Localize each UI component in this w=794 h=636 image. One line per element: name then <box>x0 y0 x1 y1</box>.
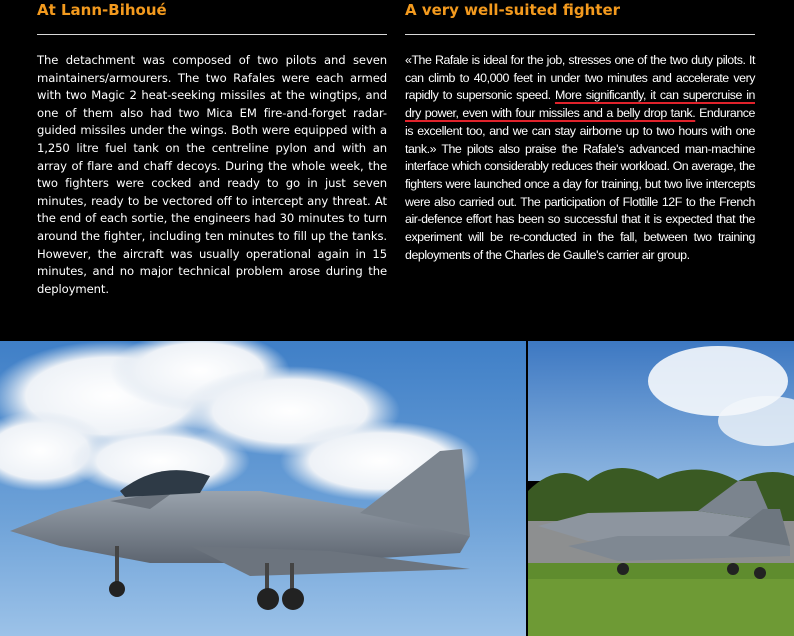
rafale-takeoff-photo <box>0 341 526 636</box>
right-body-text <box>405 52 755 264</box>
section-heading-lann-bihoue: At Lann-Bihoué <box>37 1 167 19</box>
right-column <box>405 0 755 264</box>
heading-rule <box>37 34 387 35</box>
quote-part-2: Endurance is excellent too, and we can stay airborne up to two hours with one tank.» The pilots also praise the Rafale's advanced man-machine interface which considerably reduces their workload. On average, the fighters were launched once a day for training, but two live intercepts were also carried out. The participation of Flottille 12F to the French air-defence effort has been so successful that it is expected that the experiment will be re-conducted in the fall, between two training deployments of the Charles de Gaulle's carrier air group. <box>405 106 755 262</box>
left-column <box>37 0 387 298</box>
left-body-text: The detachment was composed of two pilots and seven maintainers/armourers. The two Rafales were each armed with two Magic 2 heat-seeking missiles at the wingtips, and one of them also had two Mica EM fire-and-forget radar-guided missiles under the wings. Both were equipped with a 1,250 litre fuel tank on the centreline pylon and with an array of flare and chaff decoys. During the whole week, the two fighters were cocked and ready to go in just seven minutes, ready to be vectored off to intercept any threat. At the end of each sortie, the engineers had 30 minutes to turn around the fighter, including ten minutes to fill up the tanks. However, the aircraft was usually operational again in 15 minutes, and no major technical problem arose during the deployment. <box>37 53 387 296</box>
rafales-runway-photo <box>528 341 794 636</box>
rafales-runway-image <box>528 341 794 636</box>
quote-part-1: «The Rafale is ideal for the job, stresses one of the two duty pilots. It can climb to 40,000 feet in under two minutes and accelerate very rapidly to supersonic speed. <box>405 53 755 103</box>
section-heading-well-suited-fighter: A very well-suited fighter <box>405 1 621 19</box>
heading-rule <box>405 34 755 35</box>
highlighted-quote: More significantly, it can supercruise in dry power, even with four missiles and a belly drop tank. <box>405 88 755 121</box>
rafale-takeoff-image <box>0 341 526 636</box>
